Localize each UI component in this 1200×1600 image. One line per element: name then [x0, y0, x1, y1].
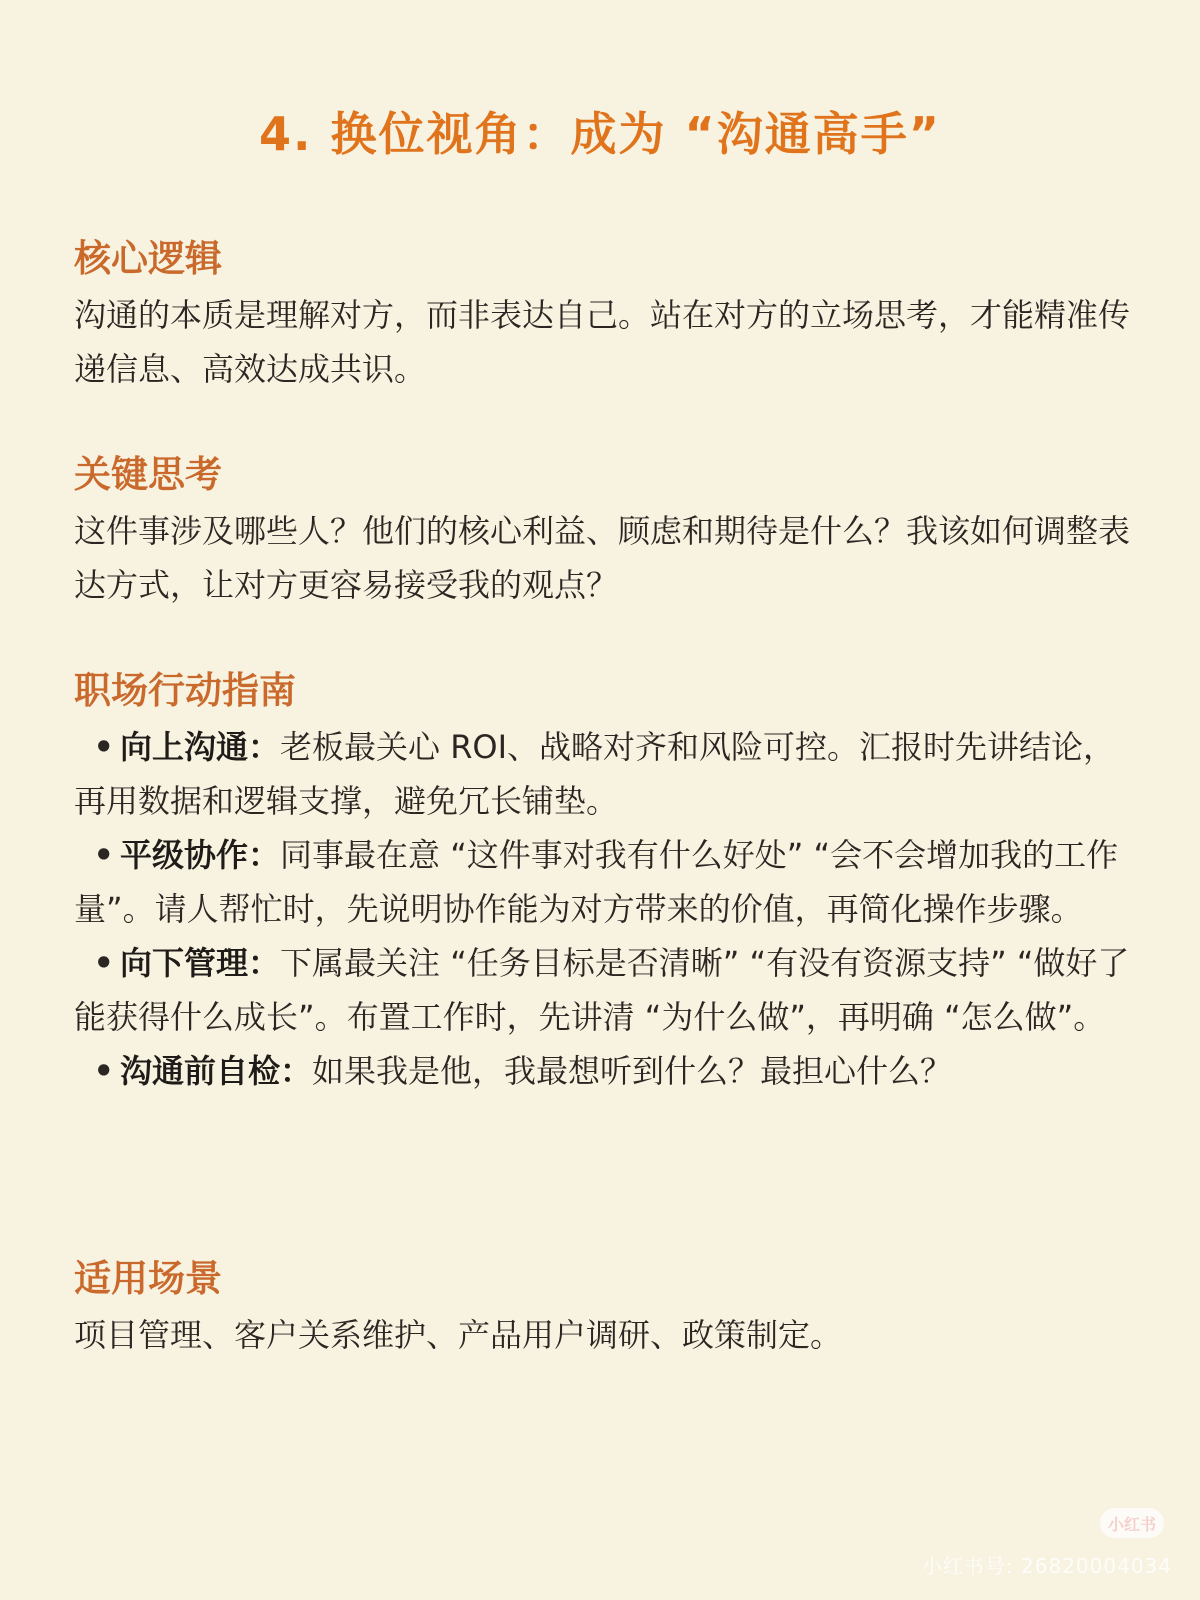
list-item: [74, 828, 1134, 936]
list-item-text: 老板最关心 ROI、战略对齐和风险可控。汇报时先讲结论，再用数据和逻辑支撑，避免冗长铺垫。: [74, 728, 1116, 820]
bullet-icon: •: [93, 1052, 114, 1090]
list-item-lead: 向下管理：: [120, 944, 281, 982]
section-heading: 核心逻辑: [74, 237, 222, 280]
page-title: 4. 换位视角：成为 “沟通高手”: [259, 107, 941, 161]
list-item-text: 同事最在意 “这件事对我有什么好处” “会不会增加我的工作量”。请人帮忙时，先说明协作能为对方带来的价值，再简化操作步骤。: [74, 836, 1119, 928]
list-item-lead: 平级协作：: [120, 836, 281, 874]
bullet-icon: •: [93, 836, 114, 874]
section-text: 沟通的本质是理解对方，而非表达自己。站在对方的立场思考，才能精准传递信息、高效达成共识。: [74, 296, 1131, 388]
section-key-thinking: [74, 448, 1134, 612]
list-item: [74, 1044, 1134, 1098]
section-heading: 适用场景: [74, 1257, 222, 1300]
bullet-icon: •: [93, 728, 114, 766]
section-text: 项目管理、客户关系维护、产品用户调研、政策制定。: [74, 1316, 843, 1354]
section-heading: 职场行动指南: [74, 669, 296, 712]
list-item: [74, 936, 1134, 1044]
list-item-lead: 向上沟通：: [120, 728, 281, 766]
section-action-guide: [74, 664, 1134, 1098]
section-text: 这件事涉及哪些人？他们的核心利益、顾虑和期待是什么？我该如何调整表达方式，让对方更容易接受我的观点？: [74, 512, 1131, 604]
bullet-icon: •: [93, 944, 114, 982]
list-item: [74, 720, 1134, 828]
watermark-logo: 小红书: [1100, 1508, 1164, 1538]
list-item-text: 下属最关注 “任务目标是否清晰” “有没有资源支持” “做好了能获得什么成长”。布置工作时，先讲清 “为什么做”，再明确 “怎么做”。: [74, 944, 1130, 1036]
list-item-text: 如果我是他，我最想听到什么？最担心什么？: [312, 1052, 953, 1090]
section-heading: 关键思考: [74, 453, 222, 496]
list-item-lead: 沟通前自检：: [120, 1052, 313, 1090]
watermark-id: 小红书号: 26820004034: [921, 1554, 1172, 1578]
section-core-logic: [74, 232, 1134, 396]
section-scenarios: [74, 1252, 1134, 1362]
